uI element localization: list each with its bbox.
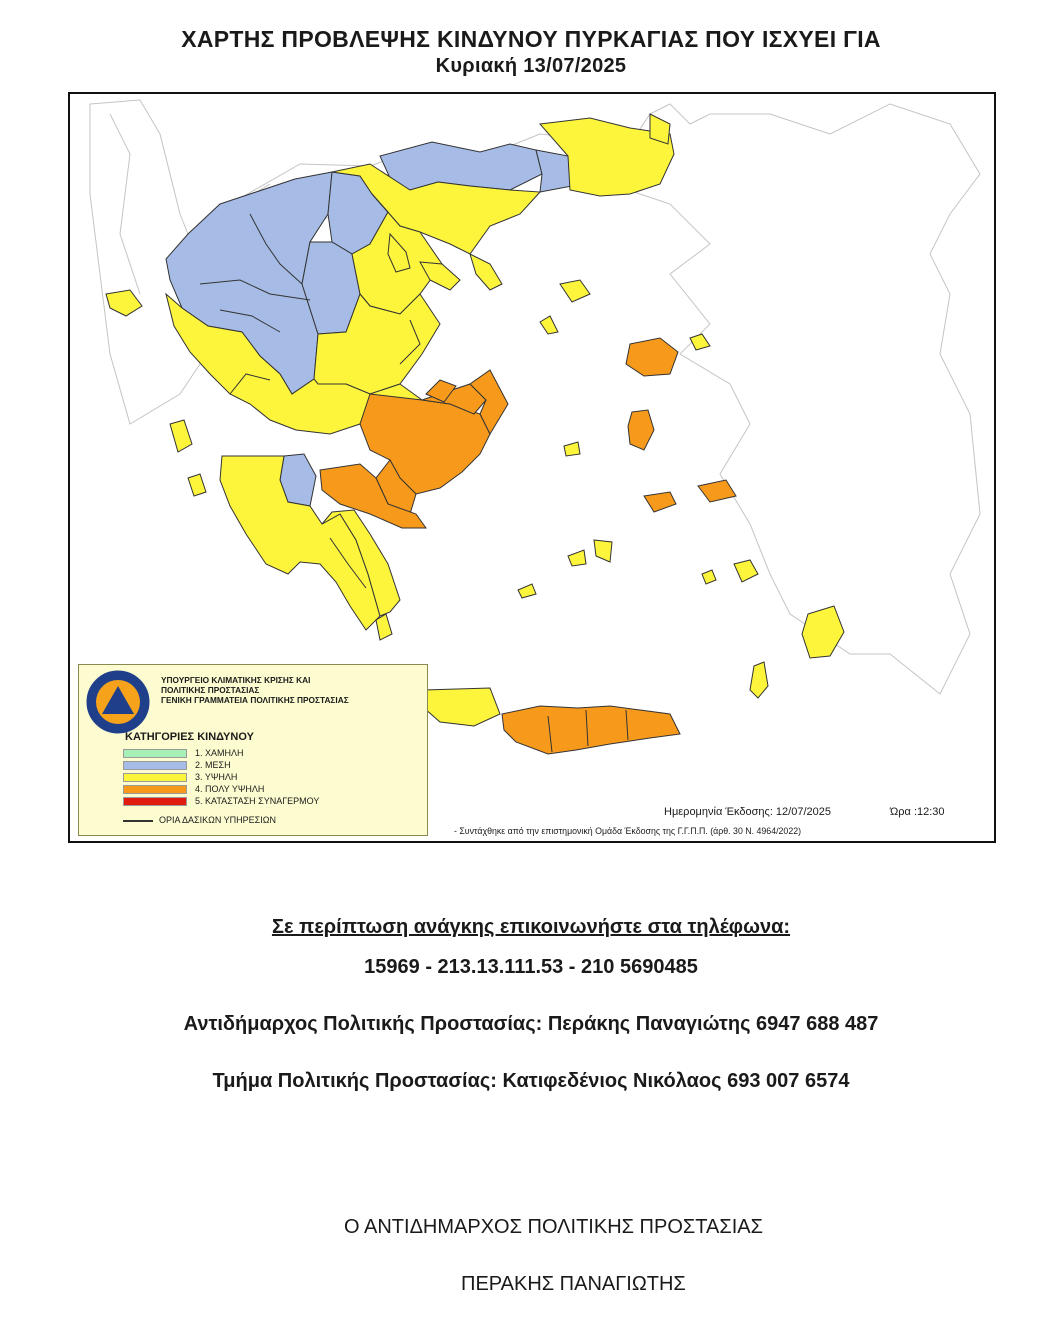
legend-item-forest-borders [123, 815, 413, 827]
legend-swatch-low [123, 749, 187, 758]
ministry-line-3: ΓΕΝΙΚΗ ΓΡΑΜΜΑΤΕΙΑ ΠΟΛΙΤΙΚΗΣ ΠΡΟΣΤΑΣΙΑΣ [161, 695, 349, 705]
signature-name: ΠΕΡΑΚΗΣ ΠΑΝΑΓΙΩΤΗΣ [461, 1273, 686, 1295]
legend-label-high: 3. ΥΨΗΛΗ [195, 772, 238, 782]
issue-date: Ημερομηνία Έκδοσης: 12/07/2025 [664, 806, 831, 818]
legend-swatch-very-high [123, 785, 187, 794]
legend-item-very-high [123, 784, 383, 796]
legend-swatch-high [123, 773, 187, 782]
legend-item-alarm [123, 796, 383, 808]
legend-label-low: 1. ΧΑΜΗΛΗ [195, 748, 244, 758]
legend-label-very-high: 4. ΠΟΛΥ ΥΨΗΛΗ [195, 784, 265, 794]
signature-title: Ο ΑΝΤΙΔΗΜΑΡΧΟΣ ΠΟΛΙΤΙΚΗΣ ΠΡΟΣΤΑΣΙΑΣ [344, 1216, 763, 1238]
legend-item-high [123, 772, 383, 784]
contact-heading: Σε περίπτωση ανάγκης επικοινωνήστε στα τηλέφωνα: [271, 916, 791, 938]
issue-time: Ώρα :12:30 [890, 806, 945, 818]
fire-risk-map [68, 92, 996, 843]
neighbor-countries [90, 100, 980, 694]
ministry-line-2: ΠΟΛΙΤΙΚΗΣ ΠΡΟΣΤΑΣΙΑΣ [161, 685, 260, 695]
legend-label-forest-borders: ΟΡΙΑ ΔΑΣΙΚΩΝ ΥΠΗΡΕΣΙΩΝ [159, 815, 276, 825]
ministry-name [161, 675, 423, 705]
legend-label-alarm: 5. ΚΑΤΑΣΤΑΣΗ ΣΥΝΑΓΕΡΜΟΥ [195, 796, 320, 806]
map-title: ΧΑΡΤΗΣ ΠΡΟΒΛΕΨΗΣ ΚΙΝΔΥΝΟΥ ΠΥΡΚΑΓΙΑΣ ΠΟΥ ΙΣΧΥΕΙ ΓΙΑ [181, 26, 881, 52]
map-legend [78, 664, 428, 836]
legend-label-medium: 2. ΜΕΣΗ [195, 760, 231, 770]
emergency-phones: 15969 - 213.13.111.53 - 210 5690485 [364, 956, 698, 978]
legend-item-low [123, 748, 383, 760]
legend-item-medium [123, 760, 383, 772]
deputy-mayor-contact: Αντιδήμαρχος Πολιτικής Προστασίας: Περάκης Παναγιώτης 6947 688 487 [183, 1013, 879, 1035]
map-credit: - Συντάχθηκε από την επιστημονική Ομάδα Έκδοσης της Γ.Γ.Π.Π. (άρθ. 30 Ν. 4964/2022) [454, 826, 802, 836]
legend-swatch-alarm [123, 797, 187, 806]
legend-swatch-medium [123, 761, 187, 770]
ministry-line-1: ΥΠΟΥΡΓΕΙΟ ΚΛΙΜΑΤΙΚΗΣ ΚΡΙΣΗΣ ΚΑΙ [161, 675, 311, 685]
department-contact: Τμήμα Πολιτικής Προστασίας: Κατιφεδένιος Νικόλαος 693 007 6574 [212, 1070, 850, 1092]
legend-category-list [123, 748, 383, 808]
forecast-date: Κυριακή 13/07/2025 [435, 55, 627, 77]
legend-categories-title: ΚΑΤΗΓΟΡΙΕΣ ΚΙΝΔΥΝΟΥ [125, 731, 254, 743]
forest-border-line-icon [123, 820, 153, 822]
civil-protection-logo-icon [85, 669, 151, 735]
